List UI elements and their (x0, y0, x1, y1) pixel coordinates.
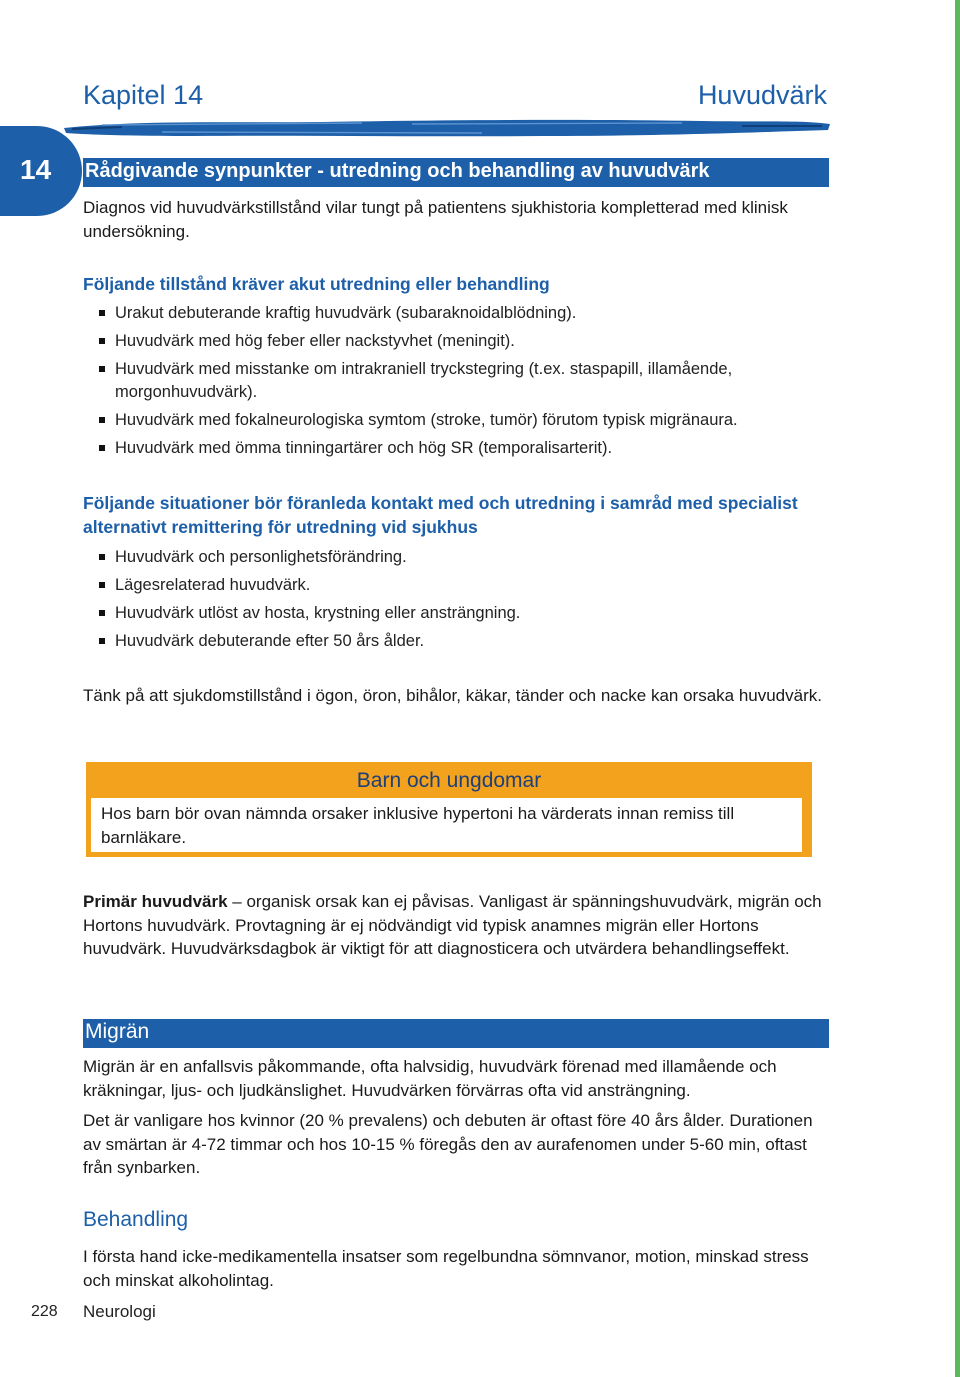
specialist-list (83, 546, 828, 658)
edge-color-bar (955, 0, 960, 1377)
list-item: Huvudvärk med misstanke om intrakraniell tryckstegring (t.ex. staspapill, illamående, morgonhuvudvärk). (83, 358, 828, 403)
section-heading-bar (83, 158, 829, 187)
migraine-paragraph-1: Migrän är en anfallsvis påkommande, ofta halvsidig, huvudvärk förenad med illamående och kräkningar, ljus- och ljudkänslighet. Huvudvärken förvärras ofta vid ansträngning. (83, 1057, 777, 1100)
acute-list (83, 302, 828, 465)
treatment-heading: Behandling (83, 1208, 189, 1231)
primary-text: – organisk orsak kan ej påvisas. Vanligast är spänningshuvudvärk, migrän och Hortons huvudvärk. Provtagning är ej nödvändigt vid typisk anamnes migrän eller Hortons huvudvärk. Huvudvärksdagbok är viktigt för att diagnosticera och utvärdera behandlingseffekt. (83, 892, 822, 958)
primary-term: Primär huvudvärk (83, 892, 228, 911)
list-item: Huvudvärk och personlighetsförändring. (83, 546, 828, 569)
chapter-tab (0, 126, 82, 216)
list-item: Huvudvärk med fokalneurologiska symtom (stroke, tumör) förutom typisk migränaura. (83, 409, 828, 432)
migraine-heading: Migrän (85, 1020, 150, 1043)
children-box-body (91, 798, 802, 852)
children-info-box (86, 762, 812, 857)
list-item: Urakut debuterande kraftig huvudvärk (subaraknoidalblödning). (83, 302, 828, 325)
primary-paragraph (83, 890, 828, 961)
list-item: Huvudvärk med hög feber eller nackstyvhet (meningit). (83, 330, 828, 353)
chapter-tab-number: 14 (20, 154, 52, 185)
acute-heading: Följande tillstånd kräver akut utredning eller behandling (83, 274, 550, 294)
intro-paragraph: Diagnos vid huvudvärkstillstånd vilar tungt på patientens sjukhistoria kompletterad med klinisk undersökning. (83, 198, 788, 241)
migraine-heading-bar (83, 1019, 829, 1048)
children-box-text: Hos barn bör ovan nämnda orsaker inklusive hypertoni ha värderats innan remiss till barnläkare. (101, 804, 735, 847)
list-item: Huvudvärk utlöst av hosta, krystning eller ansträngning. (83, 602, 828, 625)
children-box-title: Barn och ungdomar (356, 769, 542, 792)
note-paragraph: Tänk på att sjukdomstillstånd i ögon, öron, bihålor, käkar, tänder och nacke kan orsaka huvudvärk. (83, 686, 822, 705)
page-number: 228 (31, 1303, 58, 1320)
footer-section-label: Neurologi (83, 1302, 156, 1321)
list-item: Huvudvärk debuterande efter 50 års ålder. (83, 630, 828, 653)
list-item: Huvudvärk med ömma tinningartärer och hög SR (temporalisarterit). (83, 437, 828, 460)
list-item: Lägesrelaterad huvudvärk. (83, 574, 828, 597)
chapter-title: Huvudvärk (697, 80, 827, 110)
chapter-label: Kapitel 14 (83, 80, 204, 110)
section-heading: Rådgivande synpunkter - utredning och behandling av huvudvärk (85, 160, 710, 182)
specialist-heading: Följande situationer bör föranleda kontakt med och utredning i samråd med specialist alternativt remittering för utredning vid sjukhus (83, 493, 798, 537)
brush-stroke-divider (62, 114, 832, 140)
treatment-paragraph: I första hand icke-medikamentella insatser som regelbundna sömnvanor, motion, minskad stress och minskat alkoholintag. (83, 1247, 809, 1290)
migraine-paragraph-2: Det är vanligare hos kvinnor (20 % prevalens) och debuten är oftast före 40 års ålder. Durationen av smärtan är 4-72 timmar och hos 10-15 % föregås den av aurafenomen under 5-60 min, oftast från synbarken. (83, 1111, 813, 1177)
